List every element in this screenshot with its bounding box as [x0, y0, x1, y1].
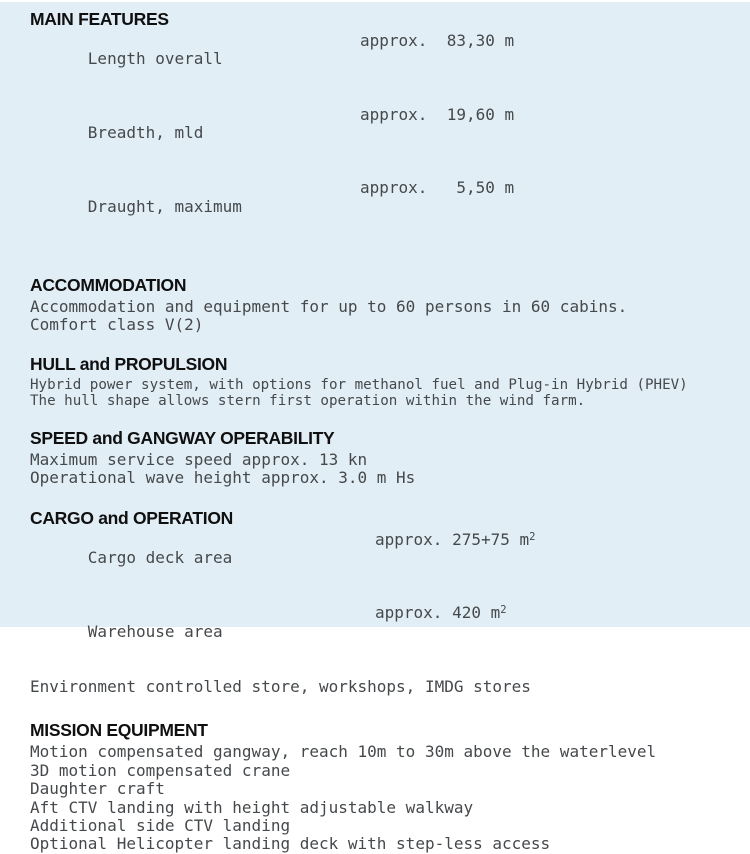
spec-sheet-panel	[0, 2, 750, 854]
spec-value: approx. 5,50 m	[360, 178, 515, 198]
section-cargo-operation	[30, 507, 726, 697]
spec-row-cargo-deck-area	[30, 531, 726, 605]
spec-line: Additional side CTV landing	[30, 815, 291, 835]
spec-line: 3D motion compensated crane	[30, 760, 291, 780]
spec-line: Aft CTV landing with height adjustable walkway	[30, 797, 474, 817]
spec-line: Hybrid power system, with options for methanol fuel and Plug-in Hybrid (PHEV)	[30, 376, 688, 393]
spec-label: Breadth, mld	[87, 123, 204, 143]
spec-row-warehouse-area	[30, 604, 726, 678]
section-heading-accommodation: ACCOMMODATION	[30, 274, 187, 295]
spec-line: Motion compensated gangway, reach 10m to 30m above the waterlevel	[30, 742, 657, 762]
spec-line: Environment controlled store, workshops, IMDG stores	[30, 676, 531, 696]
section-heading-cargo-operation: CARGO and OPERATION	[30, 507, 234, 528]
spec-line: Operational wave height approx. 3.0 m Hs	[30, 468, 416, 488]
section-heading-main-features: MAIN FEATURES	[30, 9, 169, 29]
spec-label: Length overall	[87, 49, 223, 69]
superscript-2: 2	[529, 530, 536, 543]
spec-value: approx. 83,30 m	[360, 31, 515, 50]
spec-value	[375, 604, 507, 624]
spec-row-draught	[30, 179, 726, 253]
spec-value-text: approx. 420 m	[375, 603, 501, 623]
section-main-features	[30, 11, 726, 253]
spec-label: Draught, maximum	[87, 196, 242, 216]
section-heading-mission-equipment: MISSION EQUIPMENT	[30, 720, 208, 741]
spec-value-text: approx. 275+75 m	[375, 529, 530, 549]
section-heading-hull-propulsion: HULL and PROPULSION	[30, 353, 228, 374]
superscript-2: 2	[500, 604, 507, 617]
section-heading-speed-gangway: SPEED and GANGWAY OPERABILITY	[30, 427, 335, 448]
spec-row-length-overall	[30, 32, 726, 106]
section-speed-gangway	[30, 427, 726, 488]
spec-label: Cargo deck area	[87, 548, 233, 568]
spec-value	[375, 531, 535, 551]
section-mission-equipment	[30, 722, 726, 853]
spec-line: Daughter craft	[30, 779, 165, 799]
spec-row-breadth	[30, 106, 726, 180]
spec-line: The hull shape allows stern first operation within the wind farm.	[30, 393, 586, 410]
section-accommodation	[30, 274, 726, 335]
spec-line: Comfort class V(2)	[30, 315, 204, 335]
section-hull-propulsion	[30, 353, 726, 410]
spec-line: Maximum service speed approx. 13 kn	[30, 449, 368, 469]
spec-label: Warehouse area	[87, 621, 223, 641]
spec-value: approx. 19,60 m	[360, 104, 515, 124]
spec-line: Accommodation and equipment for up to 60 persons in 60 cabins.	[30, 296, 628, 316]
spec-line: Optional Helicopter landing deck with step-less access	[30, 834, 551, 854]
